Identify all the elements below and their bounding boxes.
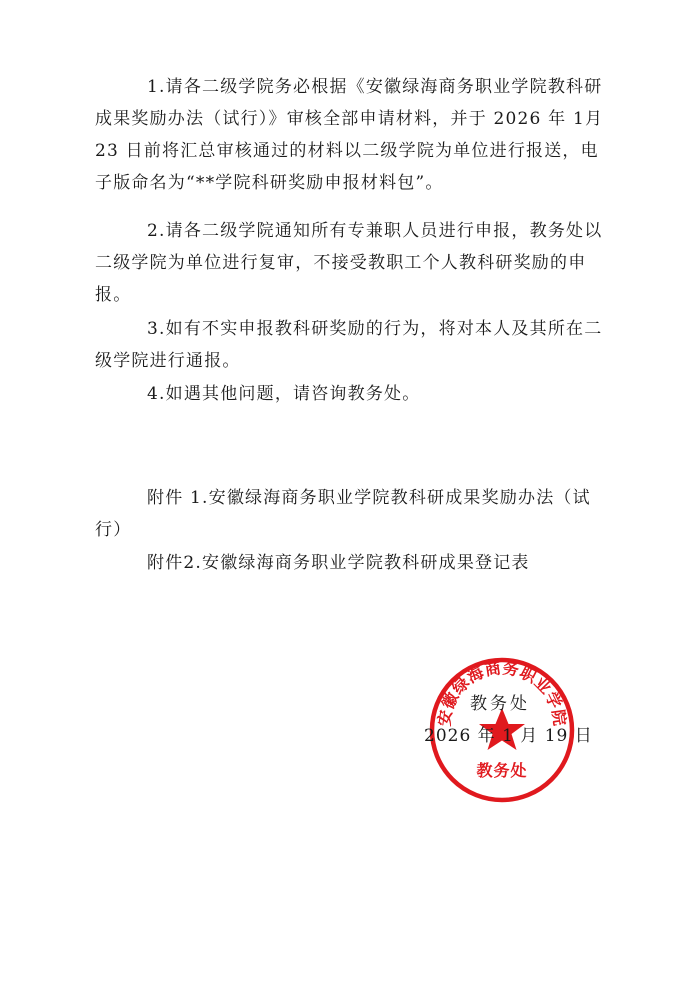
seal-ring-textpath: 安徽绿海商务职业学院 [434, 658, 570, 728]
notice-item-2: 2.请各二级学院通知所有专兼职人员进行申报，教务处以二级学院为单位进行复审，不接受教职工个人教科研奖励的申报。 [95, 221, 603, 305]
attachment-1: 附件 1.安徽绿海商务职业学院教科研成果奖励办法（试行） [95, 488, 591, 540]
notice-item-1: 1.请各二级学院务必根据《安徽绿海商务职业学院教科研成果奖励办法（试行）》审核全部申请材料，并于 2026 年 1月 23 日前将汇总审核通过的材料以二级学院为单位进行报送，电子版命名为“**学院科研奖励申报材料包”。 [95, 77, 604, 193]
signature-date: 2026 年 1 月 19 日 [424, 726, 593, 746]
attachment-2: 附件2.安徽绿海商务职业学院教科研成果登记表 [147, 553, 530, 573]
signature-office: 教务处 [470, 694, 530, 714]
seal-center-text: 教务处 [476, 761, 528, 780]
notice-item-4: 4.如遇其他问题，请咨询教务处。 [147, 384, 421, 404]
notice-item-3: 3.如有不实申报教科研奖励的行为，将对本人及其所在二级学院进行通报。 [95, 319, 603, 371]
